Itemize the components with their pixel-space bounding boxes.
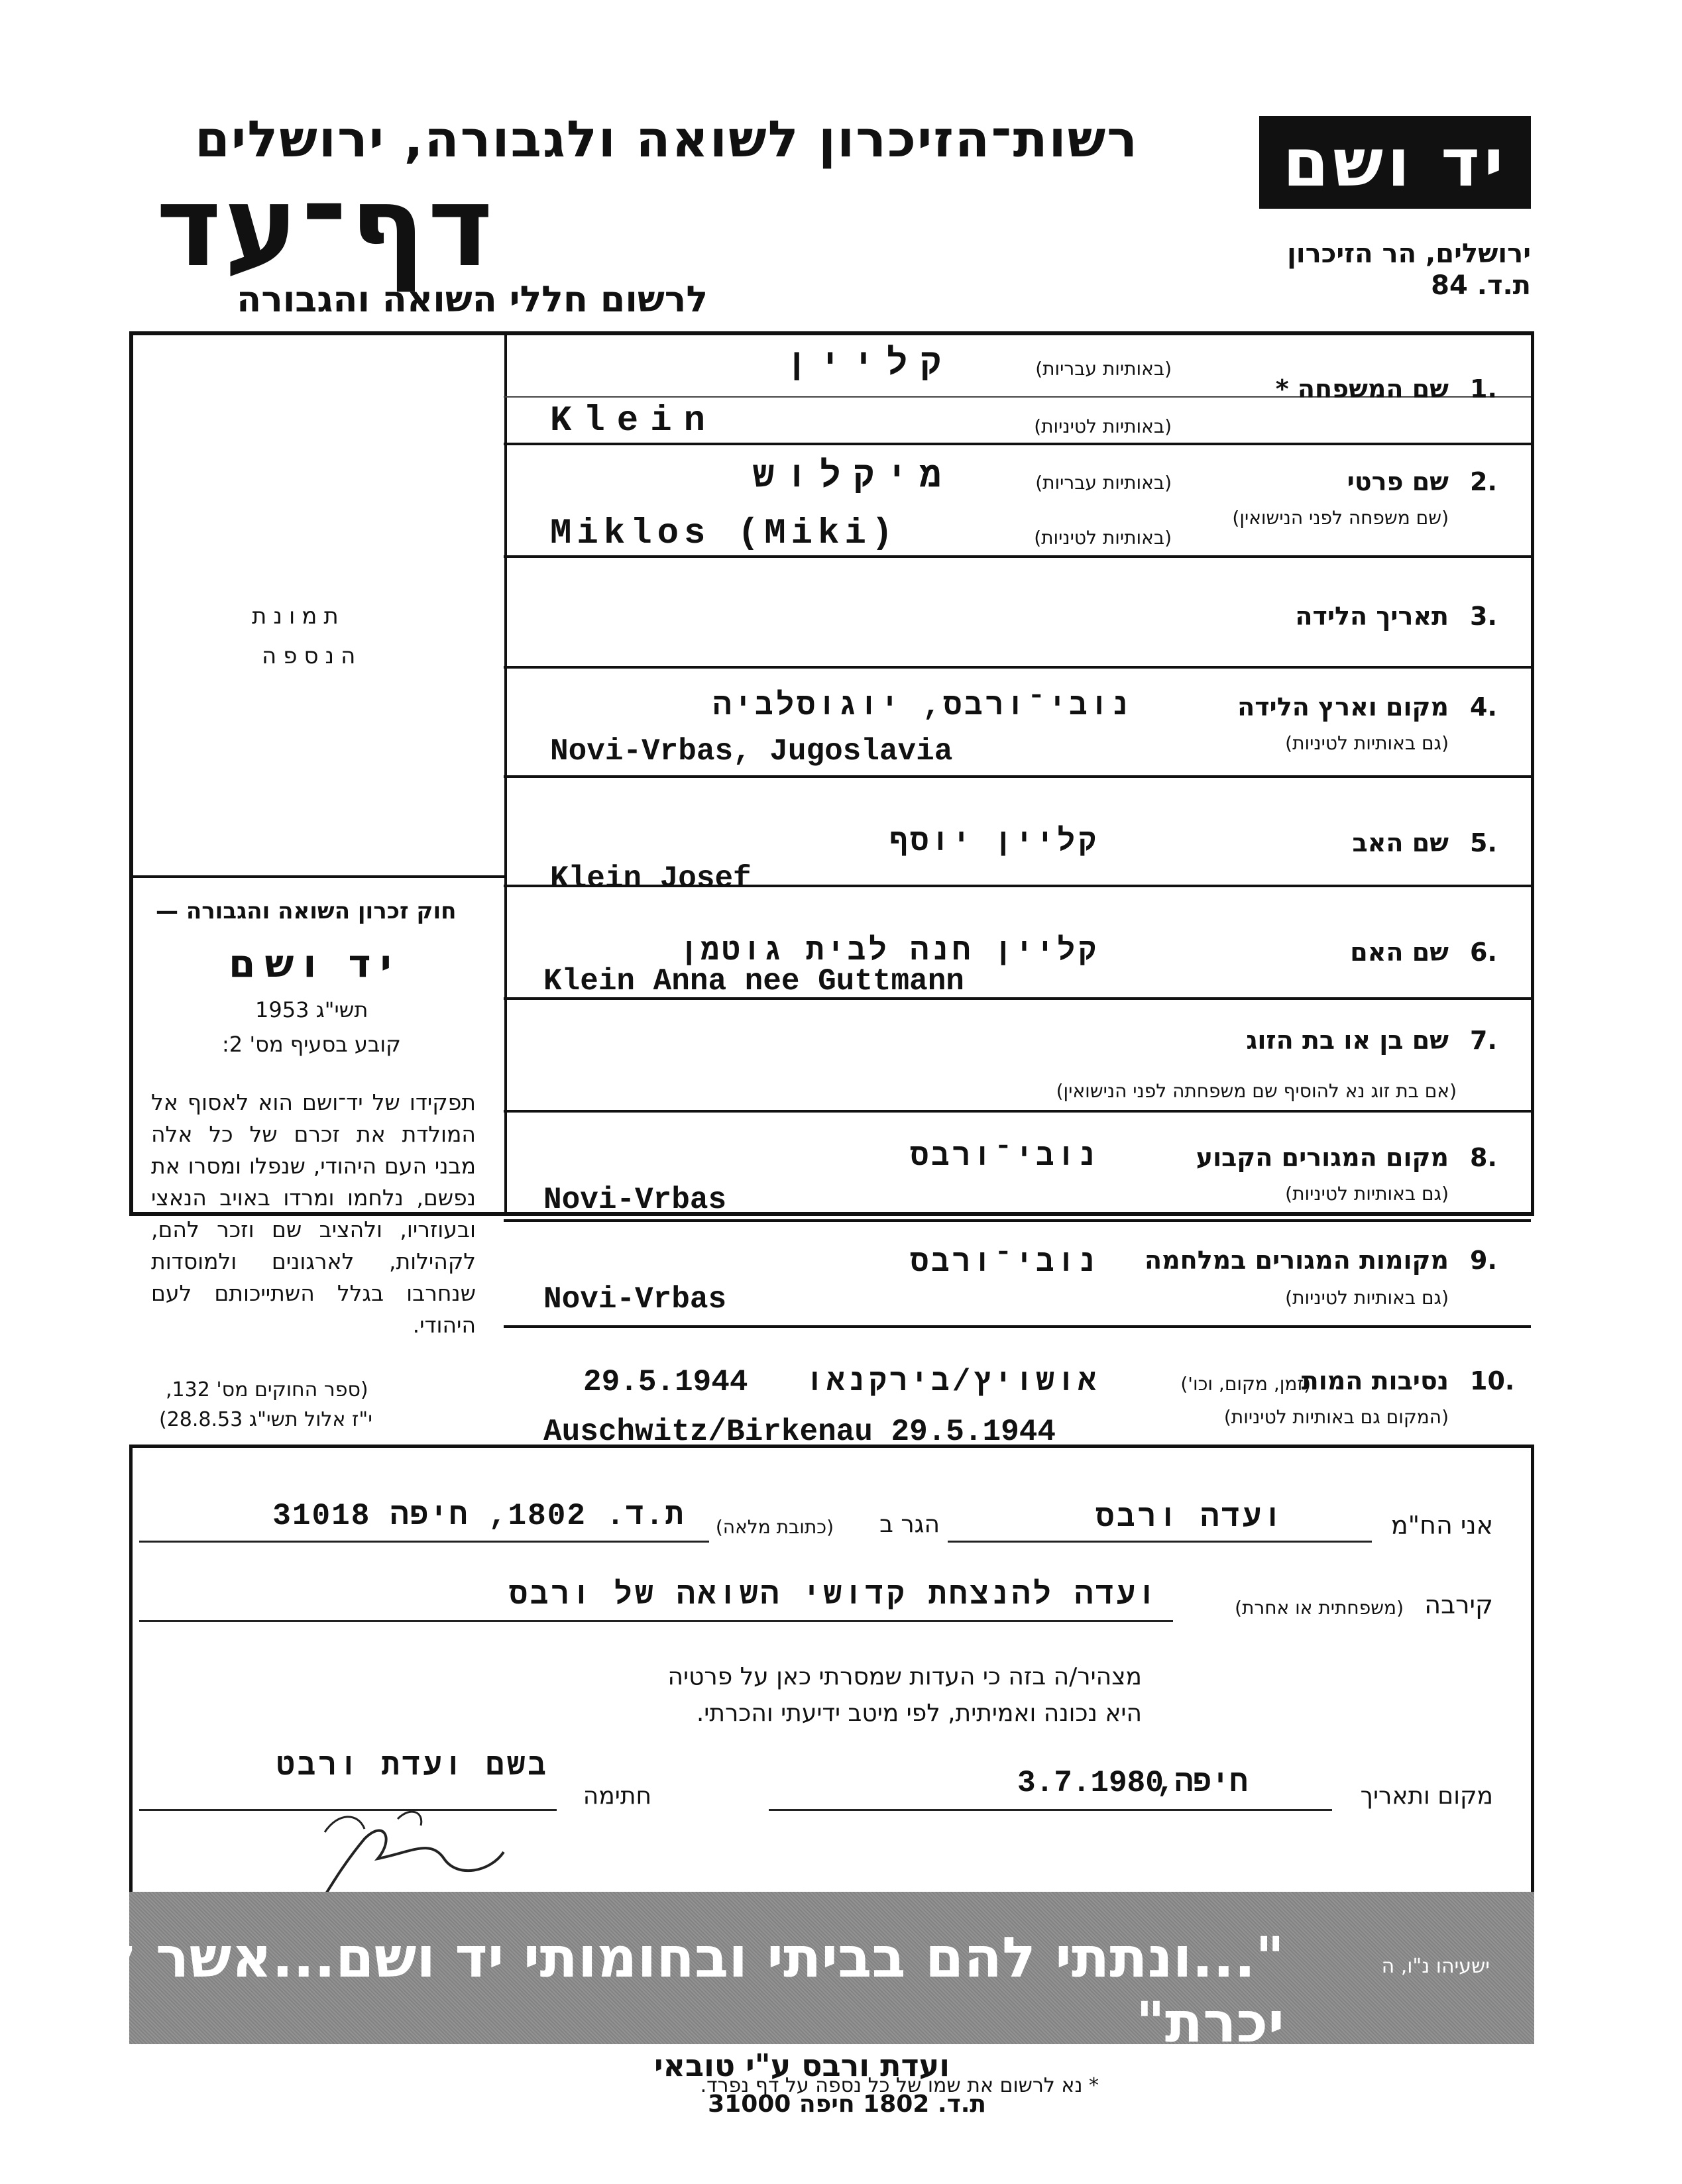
field-2-hint-latin: (באותיות לטיניות) [1034,527,1172,549]
field-4-value-latin[interactable]: Novi-Vrbas, Jugoslavia [550,734,953,769]
field-5-value-hebrew[interactable]: קליין יוסף [889,825,1099,859]
residence-label: הגר ב [879,1511,940,1538]
field-10-value-latin[interactable]: Auschwitz/Birkenau 29.5.1944 [543,1415,1056,1449]
footer-stamp-line-1: ועדת ורבס ע"י טובאי [653,2048,950,2083]
field-4-label: מקום וארץ הלידה [1237,692,1449,722]
signature-label: חתימה [583,1782,651,1810]
field-1-value-latin[interactable]: Klein [550,401,718,441]
footer-stamp-line-2: ת.ד. 1802 חיפה 31000 [708,2091,986,2118]
page-title: דף־עד [156,162,496,292]
field-1-number: 1. [1470,374,1497,404]
field-10-value-date[interactable]: 29.5.1944 [583,1365,748,1399]
law-text: תפקידו של יד־ושם הוא לאסוף אל המולדת את זכרם של כל אלה מבני העם היהודי, שנפלו ומסרו את נפשם, נלחמו ומרדו באויב הנאצי ובעוזריו, ולהציב שם וזכר להם, לקהילות, לארגונים ולמוסדות שנחרבו בגלל השתייכותם לעם היהודי. [151,1089,476,1338]
field-5-number: 5. [1470,828,1497,857]
field-2-label: שם פרטי [1347,467,1449,496]
field-5-label: שם האב [1352,828,1449,857]
field-7-label: שם בן או בת הזוג [1246,1026,1449,1055]
statement-line-2: היא נכונה ואמיתית, לפי מיטב ידיעתי והכרתי. [696,1700,1142,1727]
field-2-value-latin[interactable]: Miklos (Miki) [550,514,899,554]
signature-value[interactable]: בשם ועדת ורבט [276,1749,549,1784]
law-year: תשי"ג 1953 [255,997,368,1022]
address-value[interactable]: ת.ד. 1802, חיפה 31018 [272,1499,685,1533]
field-9-value-hebrew[interactable]: נובי־ורבס [910,1246,1099,1280]
field-2-value-hebrew[interactable]: מיקלוש [752,457,953,498]
field-10-number: 10. [1470,1366,1515,1395]
banner-quote: "...ונתתי להם בביתי ובחומותי יד ושם...אשר לא יכרת" [62,1925,1284,2055]
field-1-hint-hebrew: (באותיות עבריות) [1035,358,1172,380]
place-value[interactable]: חיפה, [1156,1766,1248,1800]
field-8-label: מקום המגורים הקבוע [1196,1143,1449,1172]
field-8-sub: (גם באותיות לטיניות) [1285,1183,1449,1205]
field-8-value-latin[interactable]: Novi-Vrbas [543,1183,727,1217]
field-10-value-hebrew[interactable]: אושויץ/בירקנאו [805,1365,1099,1399]
field-1-value-hebrew[interactable]: קליין [785,345,953,385]
field-10-label-hint: (זמן, מקום, וכו') [1180,1373,1311,1395]
field-2-hint-hebrew: (באותיות עבריות) [1035,472,1172,494]
photo-label-1: תמונת [252,603,345,629]
footer-note: * נא לרשום את שמו של כל נספה על דף נפרד. [700,2074,1099,2097]
field-3-number: 3. [1470,602,1497,631]
field-3-label: תאריך הלידה [1295,602,1449,631]
kinship-hint: (משפחתית או אחרת) [1235,1597,1404,1619]
field-10-label: נסיבות המות [1301,1366,1449,1395]
field-1-label: שם המשפחה * [1275,374,1449,404]
field-7-number: 7. [1470,1026,1497,1055]
field-2-number: 2. [1470,467,1497,496]
address-hint: (כתובת מלאה) [715,1516,834,1538]
field-4-number: 4. [1470,692,1497,722]
declarant-label: אני הח"מ [1390,1511,1493,1540]
kinship-label: קירבה [1424,1590,1493,1619]
banner-reference: ישעיהו נ"ו, ה [1381,1955,1490,1978]
law-ref-2: י"ז אלול תשי"ג 28.8.53) [159,1408,372,1431]
photo-label-2: הנספה [262,643,363,669]
field-4-sub: (גם באותיות לטיניות) [1285,732,1449,754]
field-9-label: מקומות המגורים במלחמה [1144,1246,1449,1275]
law-title: חוק זכרון השואה והגבורה — [156,898,457,924]
field-8-number: 8. [1470,1143,1497,1172]
declarant-value[interactable]: ועדה ורבס [1095,1501,1284,1535]
kinship-value[interactable]: ועדה להנצחת קדושי השואה של ורבס [509,1578,1158,1613]
address-line-1: ירושלים, הר הזיכרון [1287,239,1531,269]
law-section: קובע בסעיף מס' 2: [222,1032,401,1057]
field-8-value-hebrew[interactable]: נובי־ורבס [910,1140,1099,1174]
address-line-2: ת.ד. 84 [1431,270,1531,301]
field-7-sub: (אם בת זוג נא להוסיף שם משפחתה לפני הנישואין) [1056,1080,1457,1102]
field-5-value-latin[interactable]: Klein Josef [550,861,752,896]
logo-text: יד ושם [1282,123,1508,201]
field-10-sub: (המקום גם באותיות לטיניות) [1223,1406,1449,1428]
page-subtitle: לרשום חללי השואה והגבורה [237,278,708,320]
field-9-number: 9. [1470,1246,1497,1275]
place-date-label: מקום ותאריך [1360,1782,1493,1810]
field-9-value-latin[interactable]: Novi-Vrbas [543,1282,727,1317]
field-9-sub: (גם באותיות לטיניות) [1285,1287,1449,1309]
law-ref-1: (ספר החוקים מס' 132, [166,1378,368,1401]
field-2-sub: (שם משפחה לפני הנישואין) [1232,507,1449,529]
field-6-number: 6. [1470,938,1497,967]
date-value[interactable]: 3.7.1980 [1017,1766,1164,1800]
field-6-value-latin[interactable]: Klein Anna nee Guttmann [543,964,964,999]
yad-vashem-logo [1259,116,1531,209]
authority-title: רשות־הזיכרון לשואה ולגבורה, ירושלים [195,109,1139,168]
field-6-value-hebrew[interactable]: קליין חנה לבית גוטמן [679,934,1099,969]
statement-line-1: מצהיר/ה בזה כי העדות שמסרתי כאן על פרטיה [667,1663,1142,1690]
field-6-label: שם האם [1350,938,1449,967]
field-1-hint-latin: (באותיות לטיניות) [1034,415,1172,437]
field-4-value-hebrew[interactable]: נובי־ורבס, יוגוסלביה [712,689,1132,724]
law-name: יד ושם [229,941,401,986]
